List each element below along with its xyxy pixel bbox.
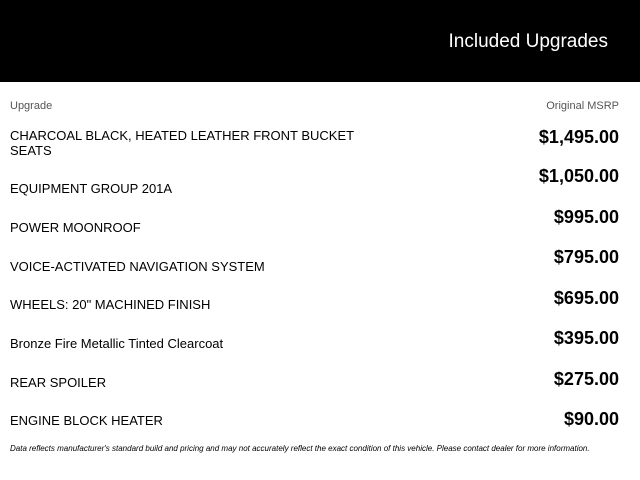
upgrade-name: POWER MOONROOF	[10, 220, 141, 235]
list-item	[0, 166, 640, 206]
upgrade-price: $395.00	[553, 328, 619, 348]
upgrade-price: $90.00	[563, 409, 619, 429]
column-header-upgrade: Upgrade	[10, 100, 53, 112]
column-header-msrp: Original MSRP	[546, 100, 619, 112]
header-bar	[0, 0, 640, 82]
upgrade-price: $1,050.00	[538, 166, 619, 186]
upgrade-price: $1,495.00	[538, 127, 619, 147]
upgrade-name: CHARCOAL BLACK, HEATED LEATHER FRONT BUCKET SEATS	[10, 128, 354, 158]
list-item	[0, 127, 640, 167]
upgrade-price: $275.00	[553, 369, 619, 389]
page-title: Included Upgrades	[448, 31, 608, 52]
list-item	[0, 328, 640, 368]
upgrade-price: $995.00	[553, 207, 619, 227]
upgrade-name: ENGINE BLOCK HEATER	[10, 413, 163, 428]
list-item	[0, 247, 640, 287]
upgrade-name: REAR SPOILER	[10, 375, 107, 390]
list-item	[0, 207, 640, 247]
list-item	[0, 288, 640, 328]
list-item	[0, 369, 640, 409]
upgrade-name: Bronze Fire Metallic Tinted Clearcoat	[10, 336, 224, 351]
upgrade-name: EQUIPMENT GROUP 201A	[10, 181, 173, 196]
list-item	[0, 409, 640, 449]
upgrade-name: WHEELS: 20" MACHINED FINISH	[10, 297, 211, 312]
disclaimer-text: Data reflects manufacturer's standard build and pricing and may not accurately reflect the exact condition of this vehicle. Please contact dealer for more information.	[10, 444, 590, 453]
upgrade-name: VOICE-ACTIVATED NAVIGATION SYSTEM	[10, 259, 265, 274]
upgrade-price: $695.00	[553, 288, 619, 308]
upgrade-price: $795.00	[553, 247, 619, 267]
